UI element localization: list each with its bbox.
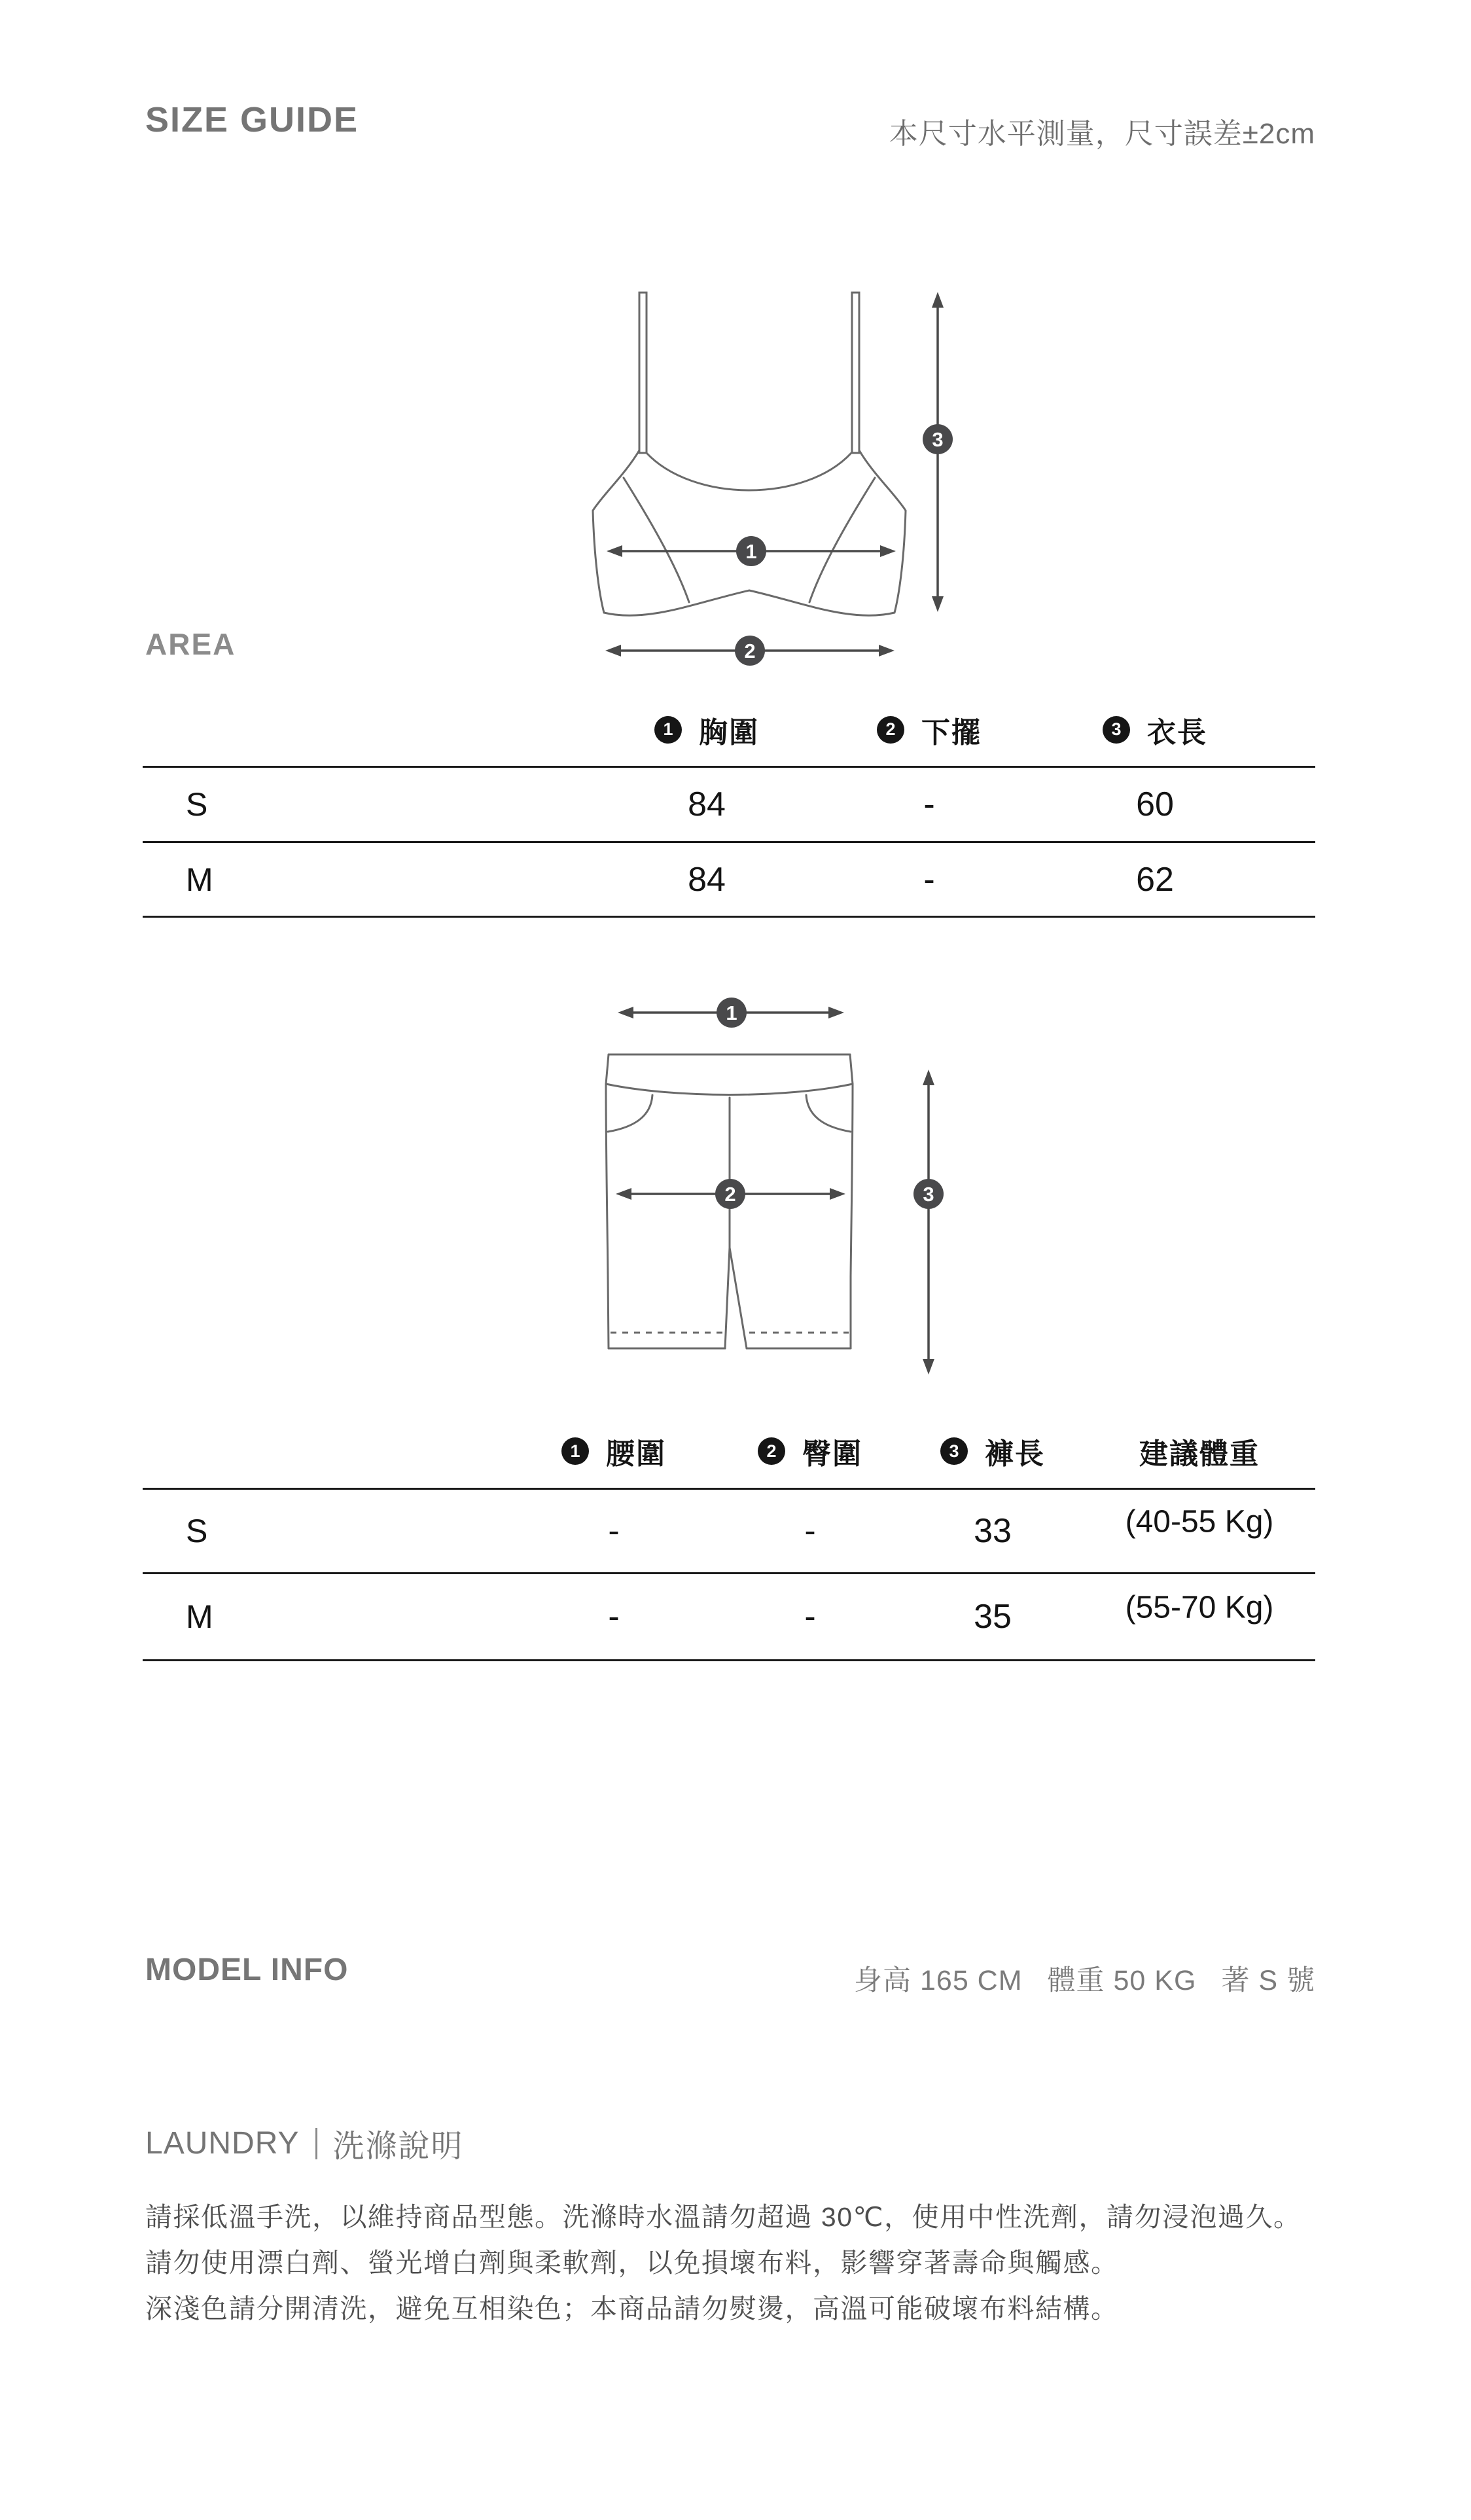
value-chest: 84 xyxy=(688,860,726,899)
bra-top-diagram xyxy=(563,262,995,668)
value-waist: - xyxy=(608,1598,620,1636)
size-label: S xyxy=(186,1513,208,1549)
left-strap xyxy=(639,293,647,453)
header-hip xyxy=(758,1430,862,1472)
laundry-title xyxy=(145,2121,464,2166)
value-length: 33 xyxy=(974,1512,1012,1550)
value-waist: - xyxy=(608,1512,620,1550)
value-hip: - xyxy=(804,1598,816,1636)
model-weight: 體重 50 KG xyxy=(1047,1965,1197,1996)
left-side-edge xyxy=(593,450,639,613)
value-length: 62 xyxy=(1136,860,1174,899)
header-suggested-weight xyxy=(1139,1430,1260,1472)
right-cup-seam xyxy=(809,478,875,602)
value-chest: 84 xyxy=(688,785,726,823)
header-length xyxy=(1103,709,1207,751)
bottom-table-header xyxy=(143,1414,1315,1490)
bottom-hem xyxy=(604,590,895,615)
marker-2-number: 2 xyxy=(744,639,756,662)
value-hip: - xyxy=(804,1512,816,1550)
right-side-seam xyxy=(850,1054,853,1348)
header-pants-length-label: 褲長 xyxy=(985,1438,1045,1470)
marker-3-number: 3 xyxy=(923,1183,934,1206)
neckline xyxy=(647,453,851,490)
marker-2-number: 2 xyxy=(724,1183,736,1206)
value-hem: - xyxy=(923,860,935,899)
measurement-tolerance-note: 本尺寸水平測量，尺寸誤差±2cm xyxy=(889,118,1315,150)
header-chest-label: 胸圍 xyxy=(699,716,759,749)
right-pocket-curve xyxy=(806,1095,851,1132)
header-hem-label: 下擺 xyxy=(921,716,982,749)
marker-1-badge: 1 xyxy=(561,1437,589,1465)
header-suggested-weight-label: 建議體重 xyxy=(1139,1438,1260,1470)
page-title: SIZE GUIDE xyxy=(145,100,359,139)
right-strap xyxy=(852,293,859,453)
header-pants-length xyxy=(940,1430,1045,1472)
table-row xyxy=(143,843,1315,918)
value-hem: - xyxy=(923,785,935,823)
marker-1-badge: 1 xyxy=(654,716,682,744)
header-hem xyxy=(877,709,982,751)
top-size-table xyxy=(143,693,1315,918)
bike-shorts-diagram xyxy=(556,969,1014,1394)
right-side-edge xyxy=(859,450,906,613)
laundry-line: 請勿使用漂白劑、螢光增白劑與柔軟劑，以免損壞布料，影響穿著壽命與觸感。 xyxy=(145,2248,1119,2278)
model-info-details xyxy=(854,1958,1315,1998)
left-cup-seam xyxy=(624,478,689,602)
marker-2-badge: 2 xyxy=(758,1437,785,1465)
bottom-size-table xyxy=(143,1414,1315,1661)
model-height: 身高 165 CM xyxy=(854,1965,1023,1996)
marker-1-number: 1 xyxy=(726,1001,737,1024)
marker-3-badge: 3 xyxy=(1103,716,1130,744)
left-side-seam xyxy=(606,1054,609,1348)
value-weight-range: (40-55 Kg) xyxy=(1125,1504,1274,1539)
model-size-worn: 著 S 號 xyxy=(1221,1965,1315,1996)
laundry-title-zh: 洗滌說明 xyxy=(332,2129,464,2164)
header-length-label: 衣長 xyxy=(1147,716,1207,749)
laundry-line: 深淺色請分開清洗，避免互相染色；本商品請勿熨燙，高溫可能破壞布料結構。 xyxy=(145,2294,1119,2324)
marker-3-number: 3 xyxy=(932,428,944,451)
header-chest xyxy=(654,709,759,751)
laundry-title-en: LAUNDRY xyxy=(145,2126,300,2161)
value-weight-range: (55-70 Kg) xyxy=(1125,1590,1274,1625)
waistband-seam xyxy=(606,1084,853,1095)
left-pocket-curve xyxy=(608,1095,652,1132)
separator-bar xyxy=(315,2128,317,2159)
header-hip-label: 臀圍 xyxy=(802,1438,862,1470)
inseam-split xyxy=(725,1248,747,1348)
size-label: M xyxy=(186,861,213,898)
marker-2-badge: 2 xyxy=(877,716,904,744)
header-waist xyxy=(561,1430,666,1472)
size-label: M xyxy=(186,1598,213,1635)
laundry-line: 請採低溫手洗，以維持商品型態。洗滌時水溫請勿超過 30℃，使用中性洗劑，請勿浸泡過久。 xyxy=(145,2202,1302,2232)
model-info-title: MODEL INFO xyxy=(145,1953,349,1987)
table-row xyxy=(143,768,1315,843)
value-length: 35 xyxy=(974,1598,1012,1636)
table-row xyxy=(143,1574,1315,1661)
table-row xyxy=(143,1490,1315,1574)
marker-3-badge: 3 xyxy=(940,1437,968,1465)
area-label: AREA xyxy=(145,627,236,661)
value-length: 60 xyxy=(1136,785,1174,823)
top-table-header xyxy=(143,693,1315,768)
header-waist-label: 腰圍 xyxy=(606,1438,666,1470)
marker-1-number: 1 xyxy=(745,540,757,563)
size-label: S xyxy=(186,786,208,823)
laundry-instructions xyxy=(145,2194,1302,2331)
